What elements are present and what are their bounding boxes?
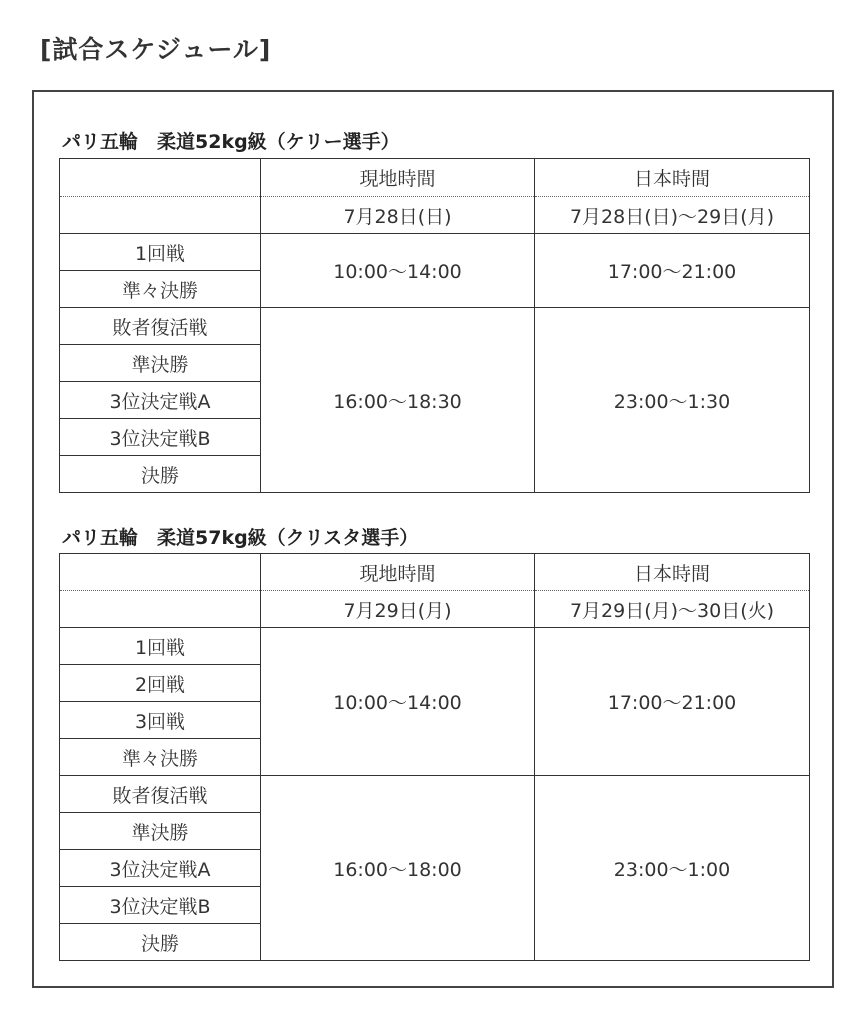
empty-cell [60, 591, 261, 628]
japan-time-cell: 23:00〜1:30 [535, 308, 810, 493]
local-time-header: 現地時間 [261, 159, 535, 197]
schedule-1-table [59, 158, 810, 493]
japan-date: 7月29日(月)〜30日(火) [535, 591, 810, 628]
table-row [60, 308, 810, 345]
date-row [60, 591, 810, 628]
local-time-cell: 10:00〜14:00 [261, 234, 535, 308]
schedule-1-title: パリ五輪 柔道52kg級（ケリー選手） [62, 131, 400, 153]
round-label: 決勝 [60, 456, 261, 493]
header-row [60, 554, 810, 591]
empty-cell [60, 197, 261, 234]
japan-time-header: 日本時間 [535, 554, 810, 591]
japan-time-cell: 17:00〜21:00 [535, 234, 810, 308]
japan-time-header: 日本時間 [535, 159, 810, 197]
round-label: 1回戦 [60, 628, 261, 665]
round-label: 3位決定戦A [60, 850, 261, 887]
empty-cell [60, 159, 261, 197]
local-time-cell: 10:00〜14:00 [261, 628, 535, 776]
local-date: 7月29日(月) [261, 591, 535, 628]
page-heading: [試合スケジュール] [40, 35, 272, 64]
schedule-2-title: パリ五輪 柔道57kg級（クリスタ選手） [62, 527, 419, 549]
round-label: 準決勝 [60, 813, 261, 850]
local-time-cell: 16:00〜18:30 [261, 308, 535, 493]
japan-time-cell: 23:00〜1:00 [535, 776, 810, 961]
date-row [60, 197, 810, 234]
local-time-header: 現地時間 [261, 554, 535, 591]
round-label: 敗者復活戦 [60, 776, 261, 813]
round-label: 3位決定戦B [60, 419, 261, 456]
local-time-cell: 16:00〜18:00 [261, 776, 535, 961]
round-label: 敗者復活戦 [60, 308, 261, 345]
table-row [60, 628, 810, 665]
japan-date: 7月28日(日)〜29日(月) [535, 197, 810, 234]
japan-time-cell: 17:00〜21:00 [535, 628, 810, 776]
round-label: 準々決勝 [60, 271, 261, 308]
round-label: 2回戦 [60, 665, 261, 702]
round-label: 準々決勝 [60, 739, 261, 776]
round-label: 3位決定戦A [60, 382, 261, 419]
round-label: 準決勝 [60, 345, 261, 382]
round-label: 3回戦 [60, 702, 261, 739]
schedule-2-table [59, 553, 810, 961]
header-row [60, 159, 810, 197]
table-row [60, 234, 810, 271]
round-label: 1回戦 [60, 234, 261, 271]
table-row [60, 776, 810, 813]
round-label: 決勝 [60, 924, 261, 961]
local-date: 7月28日(日) [261, 197, 535, 234]
empty-cell [60, 554, 261, 591]
round-label: 3位決定戦B [60, 887, 261, 924]
